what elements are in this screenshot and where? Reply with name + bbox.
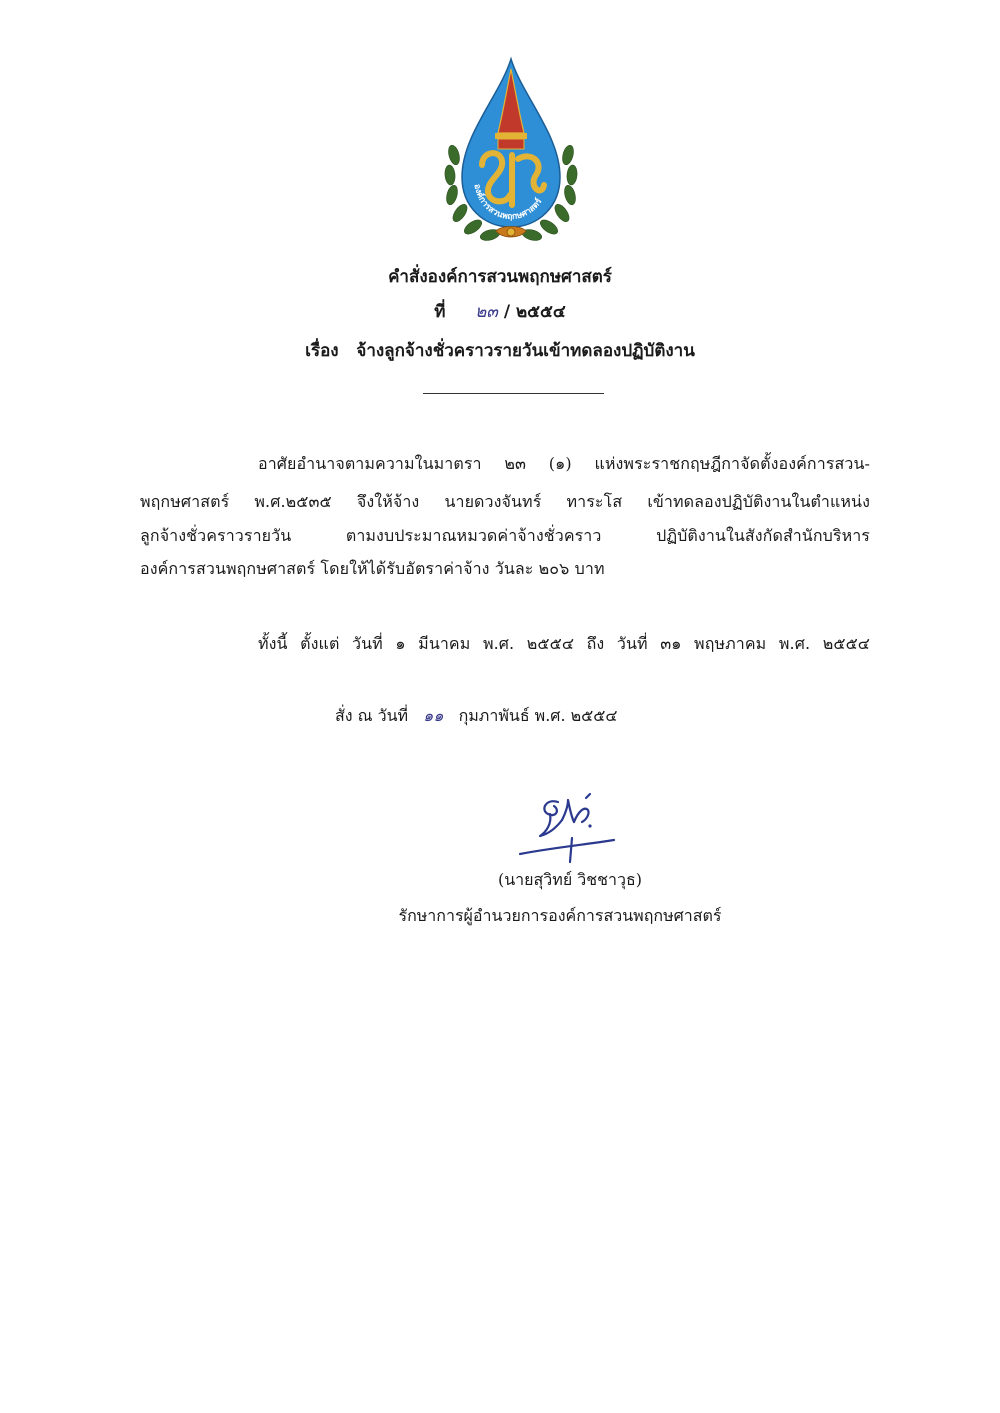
- header-divider: [423, 393, 604, 394]
- signatory-position: รักษาการผู้อำนวยการองค์การสวนพฤกษศาสตร์: [398, 906, 722, 925]
- organization-emblem-logo: [440, 55, 582, 245]
- order-number-handwritten: ๒๓: [475, 302, 498, 322]
- given-date: [335, 704, 618, 729]
- body-paragraph-line: อาศัยอำนาจตามความในมาตรา ๒๓ (๑) แห่งพระราชกฤษฎีกาจัดตั้งองค์การสวน-: [258, 454, 870, 473]
- given-date-day-handwritten: ๑๑: [423, 706, 444, 725]
- order-subject-label: เรื่อง: [305, 341, 339, 361]
- order-subject-text: จ้างลูกจ้างชั่วคราวรายวันเข้าทดลองปฏิบัติงาน: [356, 341, 695, 361]
- effective-period-text: ทั้งนี้ ตั้งแต่ วันที่ ๑ มีนาคม พ.ศ. ๒๕๕๔ ถึง วันที่ ๓๑ พฤษภาคม พ.ศ. ๒๕๕๔: [258, 634, 870, 653]
- given-date-month-year: กุมภาพันธ์ พ.ศ. ๒๕๕๔: [458, 706, 618, 725]
- svg-text:องค์การสวนพฤกษศาสตร์: องค์การสวนพฤกษศาสตร์: [471, 183, 545, 223]
- body-paragraph-line: ลูกจ้างชั่วคราวรายวัน ตามงบประมาณหมวดค่าจ้างชั่วคราว ปฏิบัติงานในสังกัดสำนักบริหาร: [140, 526, 870, 545]
- order-title: คำสั่งองค์การสวนพฤกษศาสตร์: [388, 267, 612, 287]
- order-number-label: ที่: [434, 302, 446, 322]
- order-number: [0, 298, 1000, 325]
- body-paragraph-line: องค์การสวนพฤกษศาสตร์ โดยให้ได้รับอัตราค่าจ้าง วันละ ๒๐๖ บาท: [140, 559, 605, 578]
- signatory-name: (นายสุวิทย์ วิชชาวุธ): [498, 870, 642, 889]
- given-date-prefix: สั่ง ณ วันที่: [335, 706, 409, 725]
- handwritten-signature: [510, 792, 620, 864]
- body-paragraph-line: พฤกษศาสตร์ พ.ศ.๒๕๓๕ จึงให้จ้าง นายดวงจันทร์ ทาระโส เข้าทดลองปฏิบัติงานในตำแหน่ง: [140, 492, 870, 511]
- order-subject: [0, 337, 1000, 364]
- order-number-year: / ๒๕๕๔: [503, 302, 566, 322]
